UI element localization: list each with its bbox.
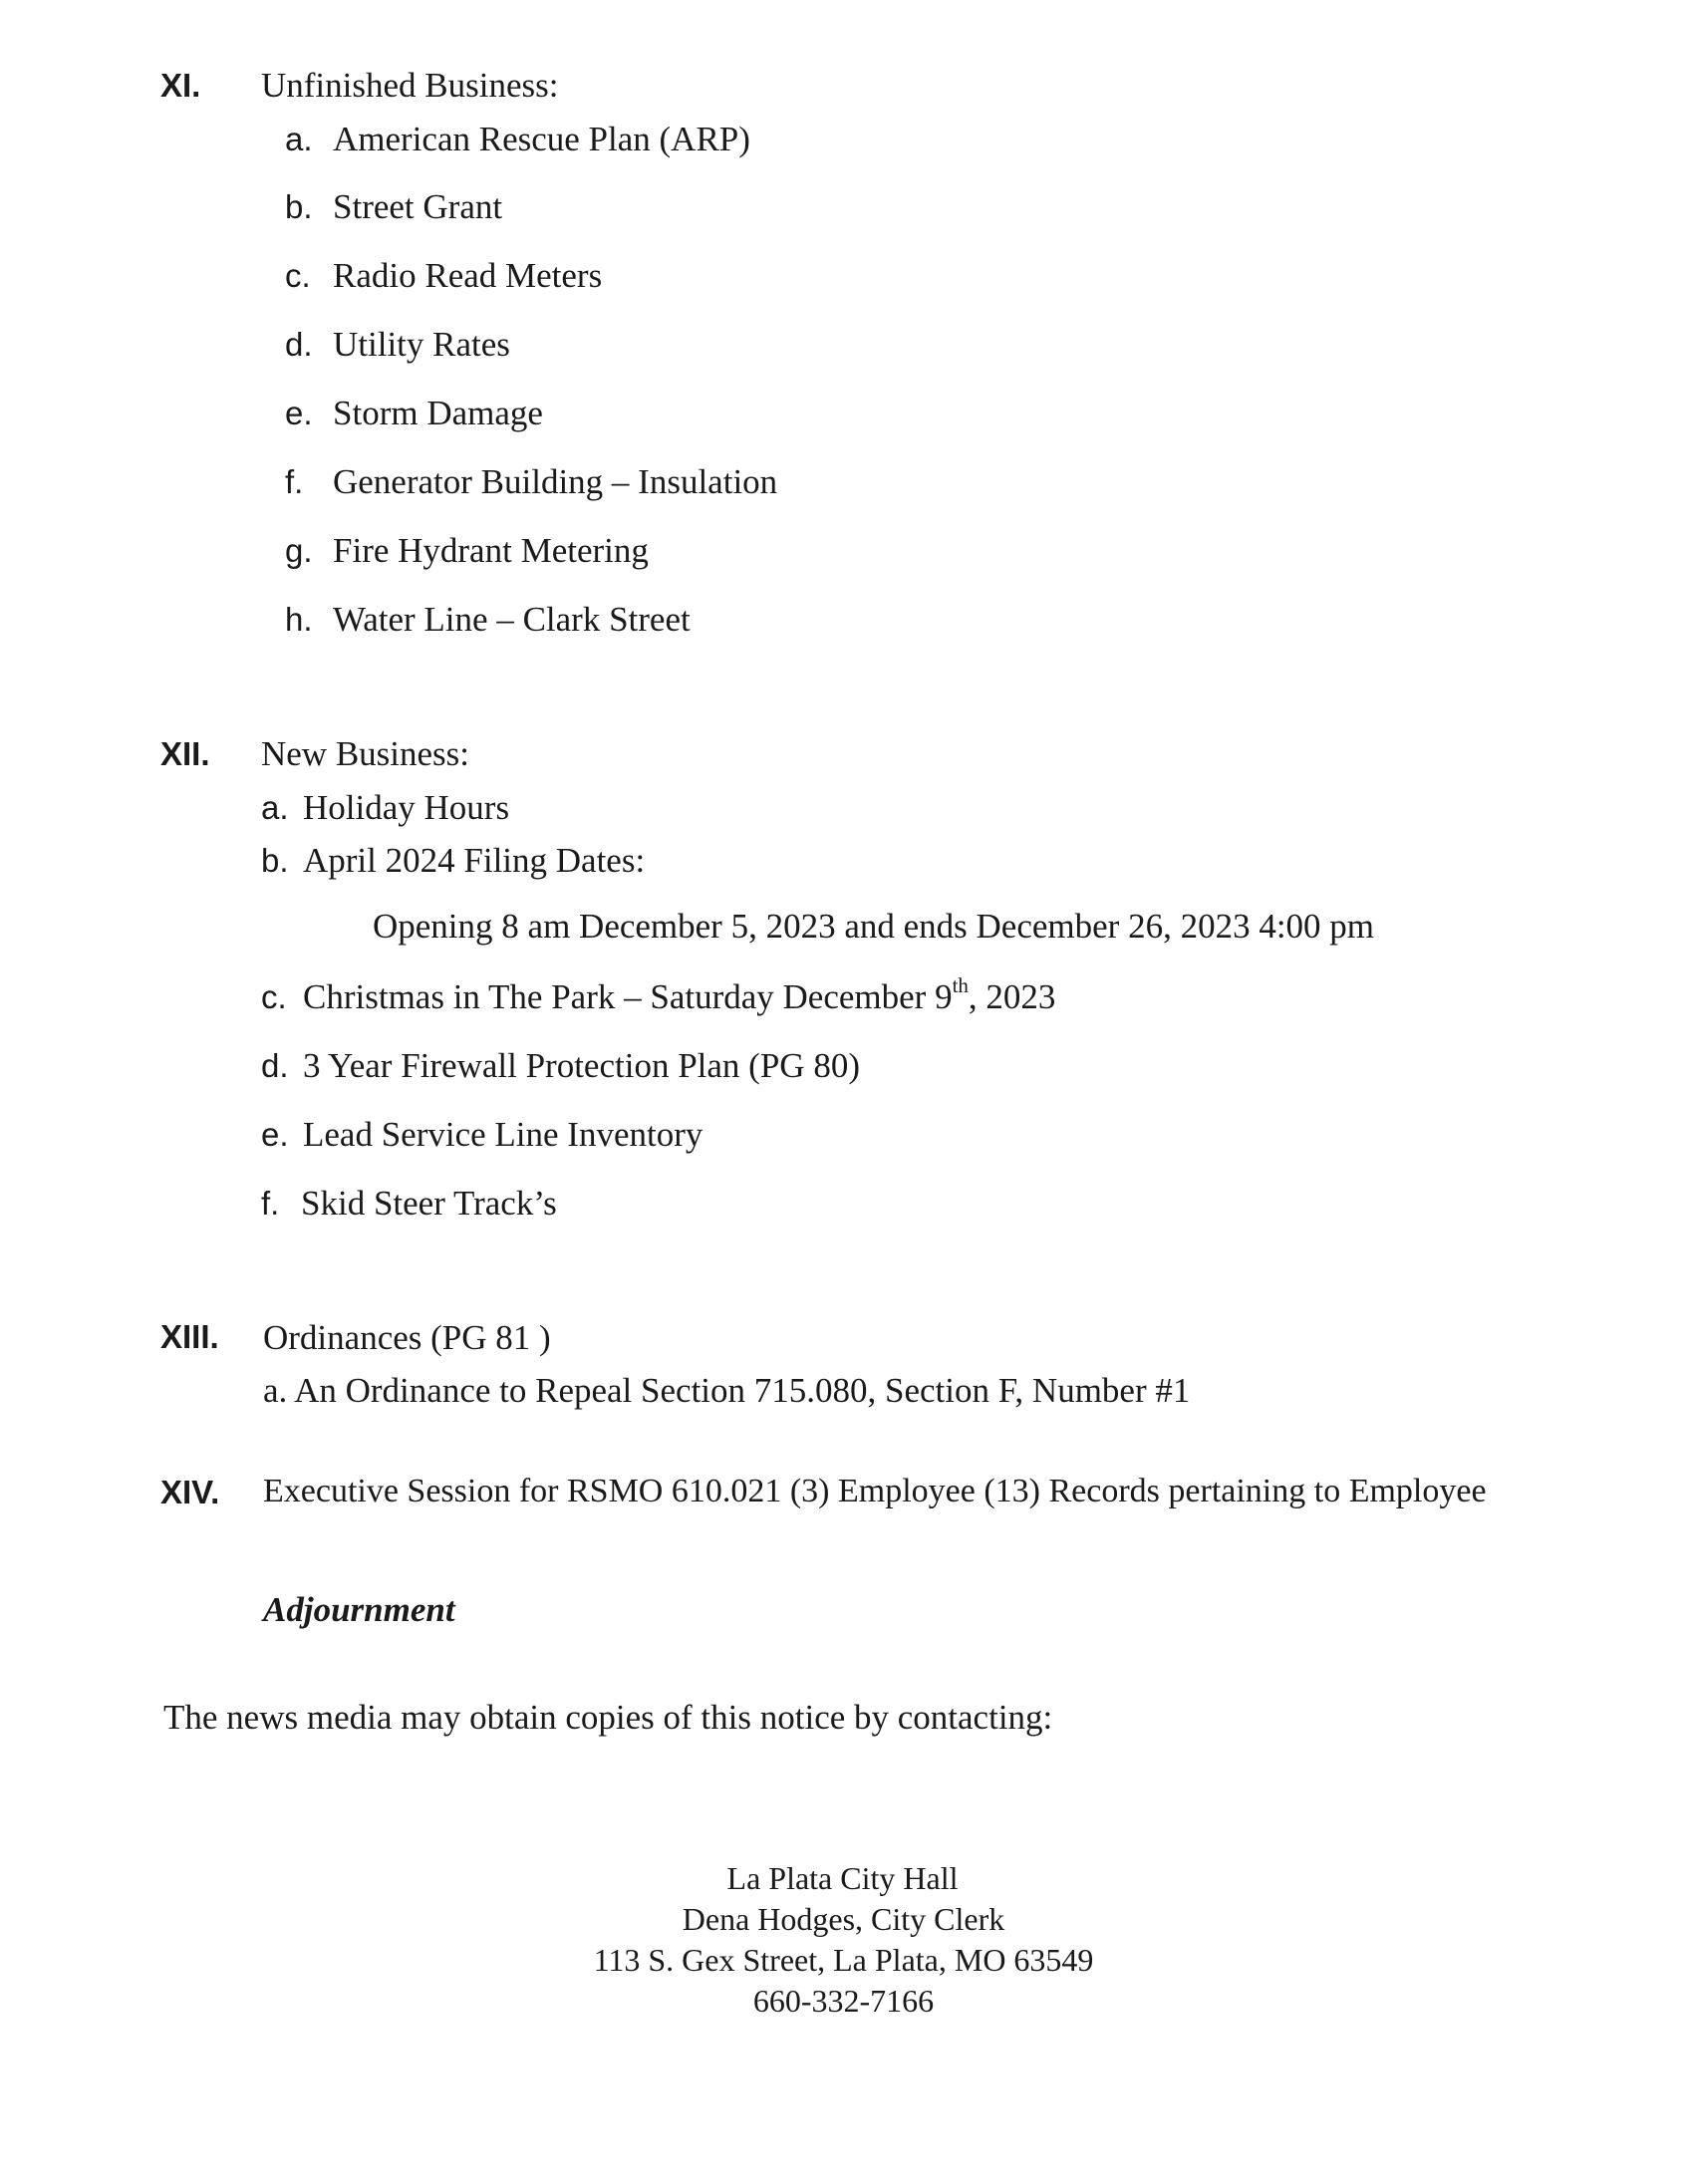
contact-phone: 660-332-7166 — [752, 1983, 935, 2019]
item-text: Skid Steer Track’s — [301, 1184, 557, 1223]
list-item — [285, 602, 691, 637]
list-item — [261, 1117, 703, 1152]
item-text: Street Grant — [333, 187, 503, 226]
item-text: Radio Read Meters — [333, 256, 603, 295]
item-letter: e. — [261, 1116, 289, 1153]
item-text-after: , 2023 — [968, 977, 1056, 1016]
section-title: Executive Session for RSMO 610.021 (3) Employee (13) Records pertaining to Employee — [263, 1473, 1487, 1509]
item-text: Storm Damage — [333, 394, 543, 432]
item-letter: g. — [285, 532, 313, 569]
contact-office: La Plata City Hall — [726, 1860, 959, 1896]
list-item — [285, 327, 510, 362]
ordinance-item: a. An Ordinance to Repeal Section 715.080, Section F, Number #1 — [263, 1371, 1191, 1410]
list-item — [285, 396, 543, 430]
contact-address: 113 S. Gex Street, La Plata, MO 63549 — [593, 1942, 1094, 1978]
item-letter: c. — [285, 257, 311, 294]
media-notice: The news media may obtain copies of this notice by contacting: — [163, 1698, 1053, 1737]
list-item — [285, 189, 502, 224]
item-text: Lead Service Line Inventory — [303, 1115, 703, 1154]
item-letter: b. — [261, 842, 289, 879]
list-item — [285, 464, 777, 499]
contact-clerk: Dena Hodges, City Clerk — [682, 1901, 1005, 1937]
filing-dates-note: Opening 8 am December 5, 2023 and ends December 26, 2023 4:00 pm — [373, 907, 1375, 946]
list-item — [261, 973, 1056, 1016]
list-item — [261, 843, 645, 878]
item-text: Christmas in The Park – Saturday December 9 — [303, 977, 953, 1016]
item-letter: a. — [261, 789, 289, 826]
section-numeral: XIII. — [160, 1318, 219, 1355]
list-item — [285, 533, 649, 568]
item-text: Water Line – Clark Street — [333, 600, 691, 639]
list-item — [285, 258, 602, 293]
item-letter: h. — [285, 601, 313, 638]
item-text: Generator Building – Insulation — [333, 462, 778, 501]
item-text: Holiday Hours — [303, 788, 510, 827]
item-letter: b. — [285, 188, 313, 225]
item-text: Fire Hydrant Metering — [333, 531, 649, 570]
section-title: Ordinances (PG 81 ) — [263, 1318, 551, 1357]
contact-block — [0, 1858, 1687, 2022]
item-text: American Rescue Plan (ARP) — [333, 120, 750, 158]
item-letter: d. — [285, 326, 313, 363]
item-letter: d. — [261, 1047, 289, 1084]
list-item — [285, 122, 750, 156]
item-letter: f. — [261, 1185, 280, 1222]
item-letter: a. — [285, 121, 313, 157]
item-text: Utility Rates — [333, 325, 510, 364]
item-text: April 2024 Filing Dates: — [303, 841, 646, 880]
item-text: 3 Year Firewall Protection Plan (PG 80) — [303, 1046, 860, 1085]
section-title: Unfinished Business: — [261, 66, 559, 105]
section-numeral: XI. — [160, 67, 201, 104]
list-item — [261, 1048, 860, 1083]
item-letter: e. — [285, 395, 313, 431]
list-item — [261, 1186, 557, 1221]
section-numeral: XIV. — [160, 1474, 220, 1510]
adjournment-label: Adjournment — [263, 1590, 455, 1629]
item-letter: c. — [261, 978, 287, 1015]
ordinal-suffix: th — [952, 973, 969, 997]
section-numeral: XII. — [160, 735, 210, 772]
list-item — [261, 790, 509, 825]
item-letter: f. — [285, 463, 304, 500]
section-title: New Business: — [261, 734, 470, 773]
